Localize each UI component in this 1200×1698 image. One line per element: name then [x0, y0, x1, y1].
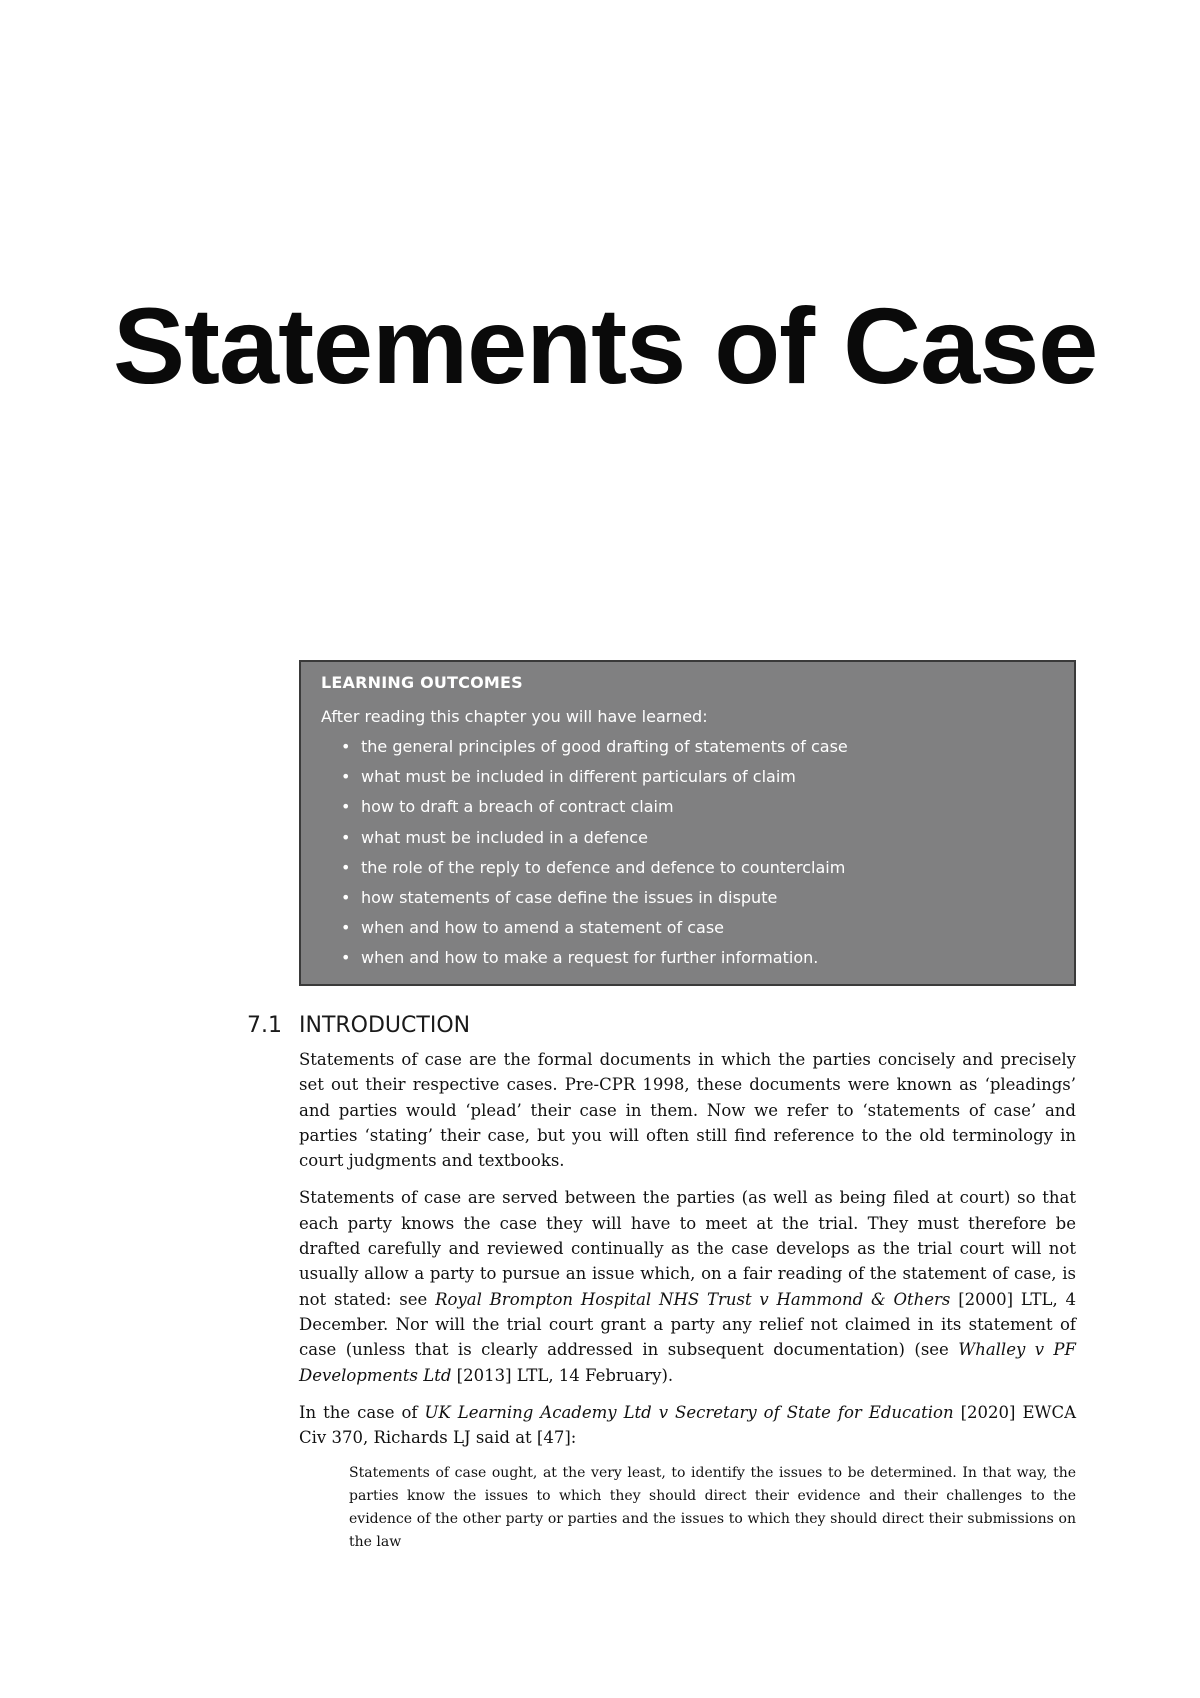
learning-outcomes-list: [321, 732, 1054, 974]
paragraph-2-text: [2000] LTL, 4 December. Nor will the trial court grant a party any relief not claimed in its statement of case (unless that is clearly addressed in subsequent documentation) (see: [299, 1289, 1077, 1360]
learning-outcome-item: • the general principles of good drafting of statements of case: [341, 732, 1054, 762]
case-citation: Whalley v PF Developments Ltd: [299, 1340, 1076, 1385]
paragraph-2-text: Statements of case are served between the parties (as well as being filed at court) so that each party knows the case they will have to meet at the trial. They must therefore be drafted carefully and reviewed continually as the case develops as the trial court will not usually allow a party to pursue an issue which, on a fair reading of the statement of case, is not stated: see: [299, 1188, 1076, 1309]
learning-outcome-item: • when and how to make a request for further information.: [341, 943, 1054, 973]
section-number: 7.1: [247, 1013, 282, 1038]
learning-outcome-item: • what must be included in a defence: [341, 823, 1054, 853]
paragraph-3: [299, 1400, 1076, 1451]
paragraph-1: Statements of case are the formal documents in which the parties concisely and precisely set out their respective cases. Pre-CPR 1998, these documents were known as ‘pleadings’ and parties would ‘plead’ their case in them. Now we refer to ‘statements of case’ and parties ‘stating’ their case, but you will often still find reference to the old terminology in court judgments and textbooks.: [299, 1050, 1076, 1171]
learning-outcome-item: • how to draft a breach of contract claim: [341, 792, 1054, 822]
learning-outcomes-heading: LEARNING OUTCOMES: [321, 673, 523, 692]
learning-outcome-item: • when and how to amend a statement of case: [341, 913, 1054, 943]
section-heading: [247, 1012, 470, 1040]
body-text: [299, 1047, 1076, 1554]
case-citation: UK Learning Academy Ltd v Secretary of State for Education: [424, 1402, 954, 1422]
learning-outcomes-box: [299, 660, 1076, 986]
section-title: INTRODUCTION: [299, 1013, 471, 1038]
paragraph-2: [299, 1185, 1076, 1387]
paragraph-3-text: [2020] EWCA Civ 370, Richards LJ said at [47]:: [299, 1402, 1077, 1448]
learning-outcome-item: • how statements of case define the issues in dispute: [341, 883, 1054, 913]
learning-outcome-item: • the role of the reply to defence and defence to counterclaim: [341, 853, 1054, 883]
learning-outcomes-intro: After reading this chapter you will have learned:: [321, 707, 708, 726]
case-citation: Royal Brompton Hospital NHS Trust v Hammond & Others: [435, 1289, 951, 1309]
paragraph-3-text: In the case of: [299, 1402, 425, 1422]
paragraph-2-text: [2013] LTL, 14 February).: [451, 1365, 674, 1385]
learning-outcome-item: • what must be included in different particulars of claim: [341, 762, 1054, 792]
block-quote: Statements of case ought, at the very least, to identify the issues to be determined. In that way, the parties know the issues to which they should direct their evidence and their challenges to the evidence of the other party or parties and the issues to which they should direct their submissions on the law: [349, 1465, 1076, 1551]
chapter-title: Statements of Case: [113, 285, 1098, 406]
